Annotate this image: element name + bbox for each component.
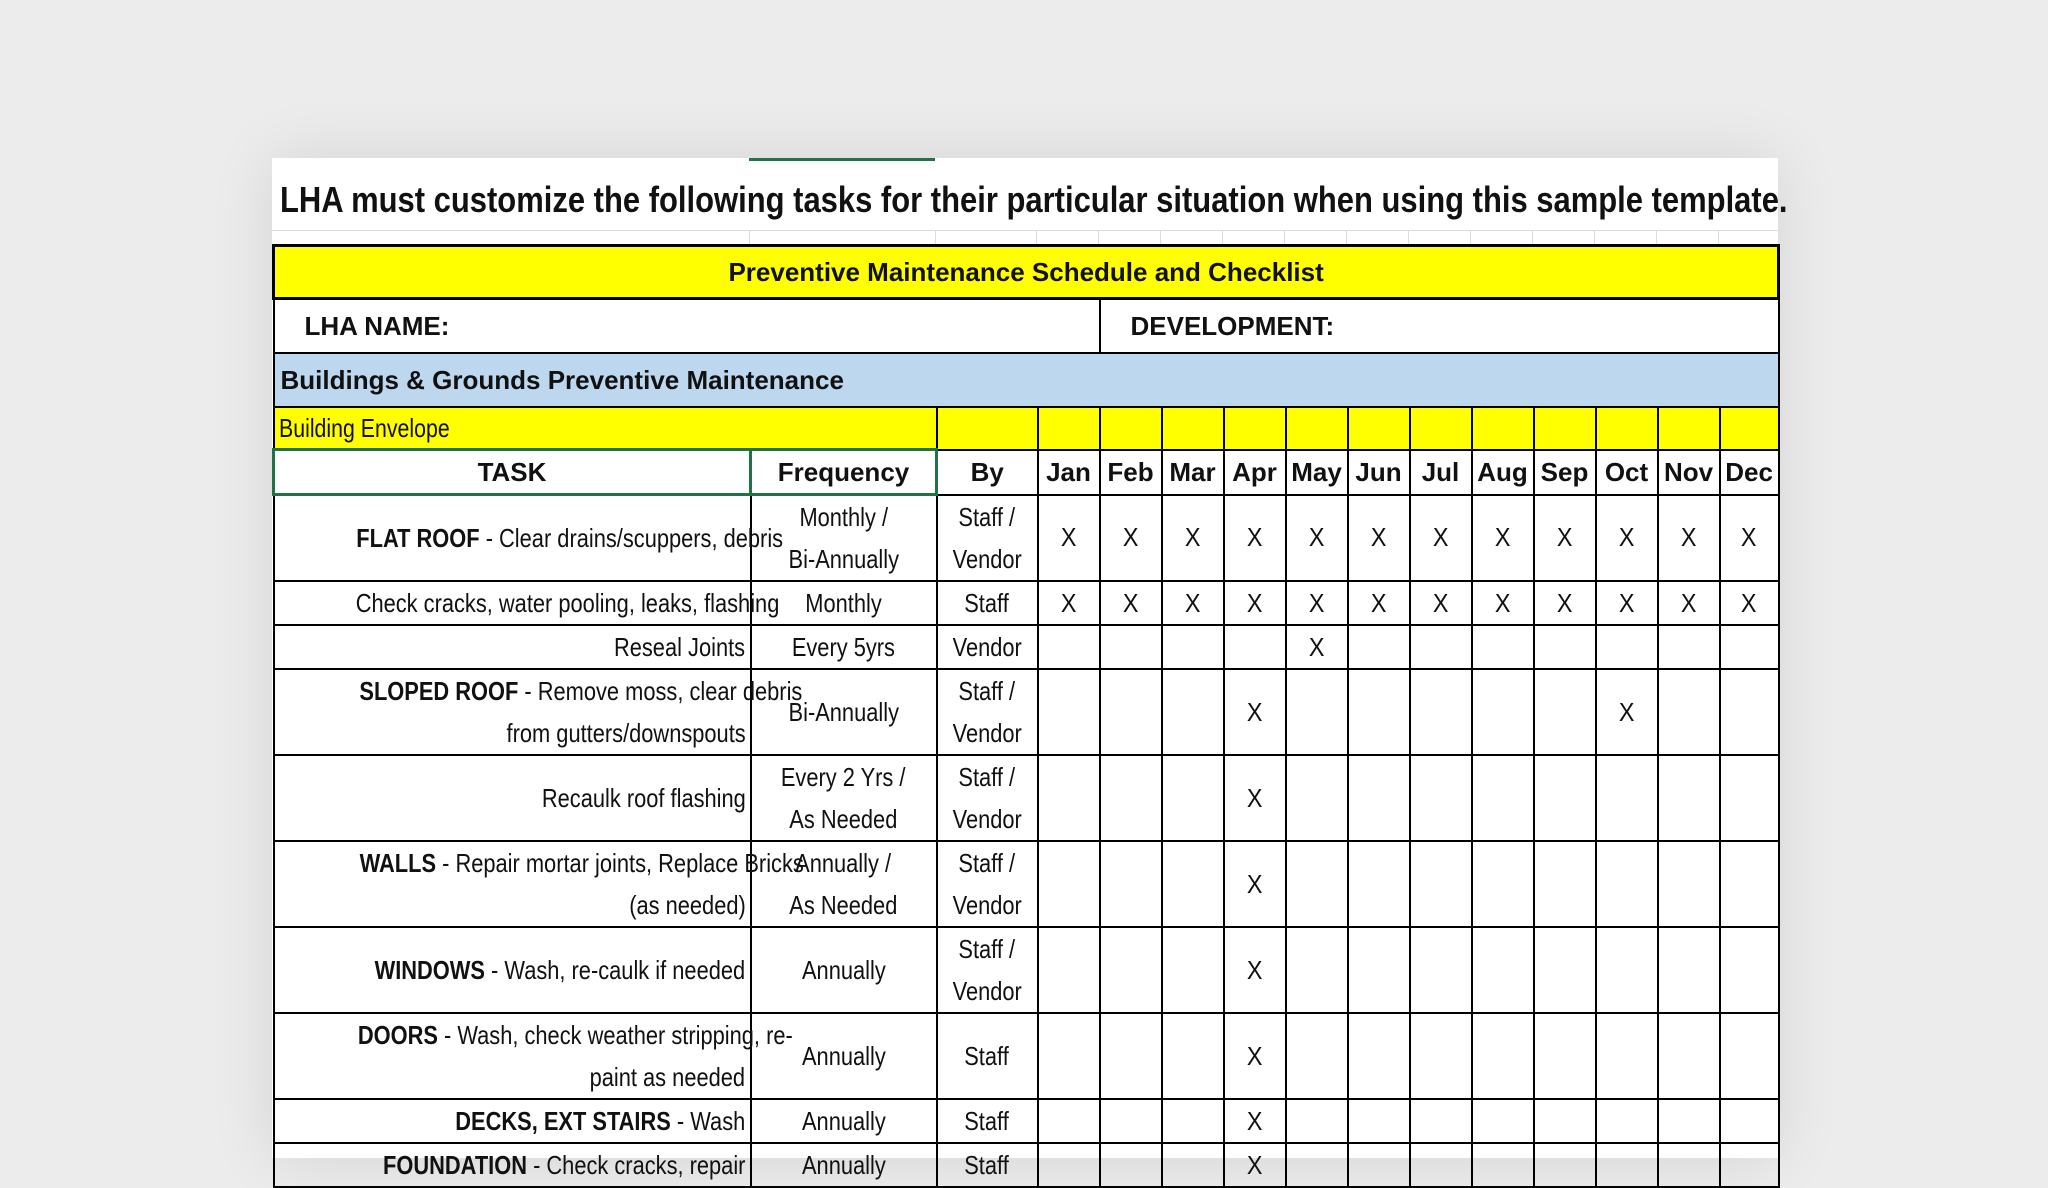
check-mark: X (1432, 587, 1449, 618)
frequency-value: Monthly / (799, 502, 888, 532)
check-mark: X (1308, 522, 1325, 553)
month-check-cell[interactable] (1534, 581, 1596, 625)
schedule-title[interactable]: Preventive Maintenance Schedule and Checklist (274, 246, 1779, 299)
by-value: Vendor (952, 804, 1022, 834)
frequency-value: Annually (801, 1041, 886, 1071)
check-mark: X (1246, 522, 1263, 553)
check-mark: X (1741, 522, 1757, 553)
by-value: Staff / (958, 848, 1016, 878)
subsection-label: Building Envelope (278, 412, 450, 443)
month-check-cell[interactable] (1286, 1013, 1348, 1099)
month-check-cell[interactable] (1658, 927, 1720, 1013)
task-text (275, 626, 746, 668)
task-name: DOORS (357, 1020, 438, 1050)
month-check-cell[interactable] (1286, 841, 1348, 927)
task-text (275, 1014, 793, 1056)
subsection-cell[interactable] (1286, 407, 1348, 450)
check-mark: X (1680, 522, 1697, 553)
month-header[interactable]: Dec (1720, 450, 1779, 495)
month-check-cell[interactable] (1348, 1143, 1410, 1187)
check-mark: X (1432, 522, 1449, 553)
month-check-cell[interactable] (1596, 625, 1658, 669)
subsection-cell[interactable] (1038, 407, 1100, 450)
task-text (275, 949, 746, 991)
frequency-value: Bi-Annually (788, 544, 899, 574)
month-check-cell[interactable] (1534, 1013, 1596, 1099)
table-row (274, 755, 1779, 841)
by-value: Vendor (952, 976, 1022, 1006)
by-value: Staff / (958, 762, 1016, 792)
month-check-cell[interactable] (1162, 841, 1224, 927)
task-text (275, 777, 746, 819)
month-check-cell[interactable] (1720, 841, 1779, 927)
task-cell[interactable] (274, 625, 751, 669)
task-description: - Remove moss, clear debris (517, 676, 802, 706)
task-text (275, 712, 746, 754)
month-check-cell[interactable] (1658, 625, 1720, 669)
lha-name-label[interactable]: LHA NAME: (274, 299, 1100, 354)
task-description: paint as needed (590, 1062, 746, 1092)
month-check-cell[interactable] (1286, 625, 1348, 669)
frequency-value: Annually (801, 1106, 886, 1136)
table-row (274, 669, 1779, 755)
month-check-cell[interactable] (1286, 1099, 1348, 1143)
frequency-cell[interactable] (751, 1099, 937, 1143)
task-header[interactable]: TASK (274, 450, 751, 495)
check-mark: X (1122, 587, 1139, 618)
task-cell[interactable] (274, 927, 751, 1013)
check-mark: X (1246, 1105, 1263, 1136)
month-check-cell[interactable] (1720, 755, 1779, 841)
task-cell[interactable] (274, 669, 802, 755)
month-check-cell[interactable] (1658, 495, 1720, 582)
month-check-cell[interactable] (1162, 581, 1224, 625)
by-cell[interactable] (937, 1099, 1038, 1143)
frequency-value: As Needed (789, 890, 898, 920)
month-header[interactable]: Oct (1596, 450, 1658, 495)
month-check-cell[interactable] (1224, 1143, 1286, 1187)
month-check-cell[interactable] (1162, 1143, 1224, 1187)
task-text (275, 670, 802, 712)
subsection-cell[interactable] (1596, 407, 1658, 450)
month-check-cell[interactable] (1286, 581, 1348, 625)
month-check-cell[interactable] (1658, 841, 1720, 927)
month-check-cell[interactable] (1286, 669, 1348, 755)
month-check-cell[interactable] (1410, 1143, 1472, 1187)
month-check-cell[interactable] (1720, 1099, 1779, 1143)
by-value: Staff / (958, 501, 1016, 532)
check-mark: X (1494, 522, 1511, 553)
frequency-header[interactable]: Frequency (751, 450, 937, 495)
month-check-cell[interactable] (1410, 755, 1472, 841)
check-mark: X (1060, 587, 1077, 618)
task-description: Recaulk roof flashing (541, 783, 746, 813)
month-check-cell[interactable] (1348, 581, 1410, 625)
task-line (614, 626, 745, 668)
task-description: from gutters/downspouts (506, 718, 746, 748)
check-mark: X (1246, 587, 1263, 618)
task-name: SLOPED ROOF (358, 676, 518, 706)
task-cell[interactable] (274, 1143, 751, 1187)
frequency-value: Annually / (795, 848, 892, 878)
subsection-cell[interactable] (1472, 407, 1534, 450)
table-row (274, 1143, 1779, 1187)
month-check-cell[interactable] (1596, 495, 1658, 582)
task-line (357, 1014, 792, 1056)
by-value: Staff / (958, 676, 1016, 706)
task-line (359, 842, 803, 884)
month-header[interactable]: Jun (1348, 450, 1410, 495)
subsection-cell[interactable] (1534, 407, 1596, 450)
task-text (275, 517, 783, 559)
frequency-value: As Needed (789, 804, 898, 834)
month-header[interactable]: Aug (1472, 450, 1534, 495)
task-text (275, 1100, 746, 1142)
by-value: Vendor (952, 632, 1022, 662)
month-check-cell[interactable] (1534, 495, 1596, 582)
by-value: Staff (964, 1150, 1010, 1180)
month-check-cell[interactable] (1224, 755, 1286, 841)
task-description: - Wash, re-caulk if needed (485, 955, 746, 985)
month-check-cell[interactable] (1596, 1013, 1658, 1099)
by-cell[interactable] (937, 669, 1038, 755)
task-text (275, 842, 804, 884)
check-mark: X (1741, 587, 1757, 618)
month-check-cell[interactable] (1038, 841, 1100, 927)
month-check-cell[interactable] (1410, 1013, 1472, 1099)
task-line (542, 777, 746, 819)
month-check-cell[interactable] (1534, 1143, 1596, 1187)
month-check-cell[interactable] (1596, 1099, 1658, 1143)
month-check-cell[interactable] (1410, 495, 1472, 582)
check-mark: X (1246, 1040, 1263, 1071)
month-check-cell[interactable] (1162, 1013, 1224, 1099)
month-check-cell[interactable] (1100, 841, 1162, 927)
frequency-cell[interactable] (751, 927, 937, 1013)
month-check-cell[interactable] (1534, 1099, 1596, 1143)
by-value: Staff (964, 588, 1010, 618)
frequency-cell[interactable] (751, 755, 937, 841)
task-description: - Clear drains/scuppers, debris (479, 523, 783, 553)
frequency-value: Annually (801, 1150, 886, 1180)
section-heading[interactable]: Buildings & Grounds Preventive Maintenance (274, 353, 1779, 407)
month-check-cell[interactable] (1534, 669, 1596, 755)
month-check-cell[interactable] (1348, 1099, 1410, 1143)
month-check-cell[interactable] (1720, 1013, 1779, 1099)
month-check-cell[interactable] (1038, 927, 1100, 1013)
month-check-cell[interactable] (1596, 755, 1658, 841)
table-row (274, 581, 1779, 625)
month-check-cell[interactable] (1224, 841, 1286, 927)
month-check-cell[interactable] (1348, 1013, 1410, 1099)
month-check-cell[interactable] (1534, 841, 1596, 927)
check-mark: X (1494, 587, 1511, 618)
check-mark: X (1246, 696, 1263, 727)
month-check-cell[interactable] (1038, 495, 1100, 582)
by-value: Vendor (952, 543, 1022, 574)
by-value: Vendor (952, 718, 1022, 748)
month-check-cell[interactable] (1038, 625, 1100, 669)
month-check-cell[interactable] (1596, 1143, 1658, 1187)
subsection-cell[interactable] (937, 407, 1038, 450)
month-check-cell[interactable] (1100, 495, 1162, 582)
month-check-cell[interactable] (1348, 841, 1410, 927)
task-line (359, 670, 802, 712)
month-check-cell[interactable] (1224, 1013, 1286, 1099)
month-check-cell[interactable] (1038, 1013, 1100, 1099)
month-check-cell[interactable] (1410, 581, 1472, 625)
month-check-cell[interactable] (1286, 755, 1348, 841)
table-row (274, 1099, 1779, 1143)
month-check-cell[interactable] (1596, 841, 1658, 927)
task-line (455, 1100, 745, 1142)
month-check-cell[interactable] (1472, 841, 1534, 927)
month-header[interactable]: Sep (1534, 450, 1596, 495)
by-cell[interactable] (937, 625, 1038, 669)
month-check-cell[interactable] (1348, 755, 1410, 841)
month-check-cell[interactable] (1038, 1099, 1100, 1143)
check-mark: X (1246, 954, 1263, 985)
by-value: Staff / (958, 934, 1016, 964)
month-check-cell[interactable] (1038, 581, 1100, 625)
by-cell[interactable] (937, 1143, 1038, 1187)
month-check-cell[interactable] (1410, 669, 1472, 755)
month-check-cell[interactable] (1410, 625, 1472, 669)
task-description: Check cracks, water pooling, leaks, flashing (355, 588, 779, 618)
month-check-cell[interactable] (1658, 1099, 1720, 1143)
month-check-cell[interactable] (1720, 927, 1779, 1013)
month-check-cell[interactable] (1286, 495, 1348, 582)
by-value: Vendor (952, 890, 1022, 920)
frequency-value: Every 5yrs (791, 632, 896, 662)
check-mark: X (1122, 522, 1139, 553)
month-check-cell[interactable] (1038, 755, 1100, 841)
frequency-value: Every 2 Yrs / (781, 762, 906, 792)
month-check-cell[interactable] (1100, 1143, 1162, 1187)
month-check-cell[interactable] (1472, 755, 1534, 841)
subsection-cell[interactable] (1100, 407, 1162, 450)
month-check-cell[interactable] (1162, 669, 1224, 755)
task-text (275, 1056, 746, 1098)
task-description: - Wash (671, 1106, 746, 1136)
month-header[interactable]: Apr (1224, 450, 1286, 495)
subsection-cell[interactable] (1348, 407, 1410, 450)
check-mark: X (1618, 522, 1635, 553)
check-mark: X (1370, 587, 1387, 618)
month-check-cell[interactable] (1224, 495, 1286, 582)
month-check-cell[interactable] (1348, 669, 1410, 755)
month-check-cell[interactable] (1100, 669, 1162, 755)
month-check-cell[interactable] (1472, 1013, 1534, 1099)
month-check-cell[interactable] (1224, 669, 1286, 755)
subsection-cell[interactable] (1720, 407, 1779, 450)
month-check-cell[interactable] (1100, 927, 1162, 1013)
month-header[interactable]: Feb (1100, 450, 1162, 495)
subsection-cell[interactable] (1410, 407, 1472, 450)
by-value: Staff (964, 1106, 1010, 1136)
task-cell[interactable] (274, 1013, 793, 1099)
month-check-cell[interactable] (1658, 669, 1720, 755)
check-mark: X (1618, 696, 1635, 727)
month-check-cell[interactable] (1100, 581, 1162, 625)
month-check-cell[interactable] (1162, 755, 1224, 841)
frequency-value: Annually (801, 955, 886, 985)
task-text (275, 1144, 746, 1186)
check-mark: X (1184, 522, 1201, 553)
task-line (383, 1144, 745, 1186)
month-check-cell[interactable] (1534, 927, 1596, 1013)
task-description: - Repair mortar joints, Replace Bricks (435, 848, 804, 878)
by-header[interactable]: By (937, 450, 1038, 495)
task-cell[interactable] (274, 495, 783, 582)
month-check-cell[interactable] (1348, 625, 1410, 669)
table-row (274, 1013, 1779, 1099)
table-row (274, 495, 1779, 582)
subsection-heading[interactable] (274, 407, 937, 450)
customize-notice: LHA must customize the following tasks for their particular situation when using this sample template. (280, 179, 1788, 220)
month-check-cell[interactable] (1658, 581, 1720, 625)
month-check-cell[interactable] (1162, 495, 1224, 582)
month-check-cell[interactable] (1224, 1099, 1286, 1143)
month-check-cell[interactable] (1534, 755, 1596, 841)
month-header[interactable]: Nov (1658, 450, 1720, 495)
month-check-cell[interactable] (1224, 927, 1286, 1013)
month-check-cell[interactable] (1472, 581, 1534, 625)
by-cell[interactable] (937, 841, 1038, 927)
month-check-cell[interactable] (1658, 755, 1720, 841)
check-mark: X (1370, 522, 1387, 553)
task-name: DECKS, EXT STAIRS (455, 1106, 672, 1136)
check-mark: X (1680, 587, 1697, 618)
check-mark: X (1184, 587, 1201, 618)
month-check-cell[interactable] (1720, 625, 1779, 669)
check-mark: X (1556, 587, 1573, 618)
check-mark: X (1308, 631, 1325, 662)
task-cell[interactable] (274, 841, 804, 927)
check-mark: X (1618, 587, 1635, 618)
month-check-cell[interactable] (1286, 927, 1348, 1013)
month-check-cell[interactable] (1162, 1099, 1224, 1143)
task-name: FLAT ROOF (355, 523, 480, 553)
month-check-cell[interactable] (1348, 927, 1410, 1013)
month-check-cell[interactable] (1224, 581, 1286, 625)
task-text (275, 884, 746, 926)
maintenance-table (272, 244, 1780, 1188)
month-check-cell[interactable] (1596, 927, 1658, 1013)
frequency-cell[interactable] (751, 625, 937, 669)
month-check-cell[interactable] (1224, 625, 1286, 669)
month-check-cell[interactable] (1038, 1143, 1100, 1187)
month-header[interactable]: Jul (1410, 450, 1472, 495)
column-selection-marker (749, 158, 935, 161)
subsection-cell[interactable] (1224, 407, 1286, 450)
task-cell[interactable] (274, 1099, 751, 1143)
check-mark: X (1308, 587, 1325, 618)
month-header[interactable]: Jan (1038, 450, 1100, 495)
month-check-cell[interactable] (1472, 625, 1534, 669)
subsection-cell[interactable] (1162, 407, 1224, 450)
task-line (375, 949, 746, 991)
month-check-cell[interactable] (1720, 669, 1779, 755)
month-check-cell[interactable] (1720, 581, 1779, 625)
month-check-cell[interactable] (1100, 625, 1162, 669)
development-label[interactable]: DEVELOPMENT: (1100, 299, 1779, 354)
table-row (274, 841, 1779, 927)
frequency-value: Bi-Annually (788, 697, 899, 727)
month-check-cell[interactable] (1658, 1143, 1720, 1187)
month-check-cell[interactable] (1596, 581, 1658, 625)
task-text (275, 582, 779, 624)
month-check-cell[interactable] (1162, 625, 1224, 669)
month-check-cell[interactable] (1100, 755, 1162, 841)
by-value: Staff (964, 1041, 1010, 1071)
by-cell[interactable] (937, 1013, 1038, 1099)
month-check-cell[interactable] (1658, 1013, 1720, 1099)
table-row (274, 927, 1779, 1013)
task-cell[interactable] (274, 581, 779, 625)
check-mark: X (1556, 522, 1573, 553)
subsection-cell[interactable] (1658, 407, 1720, 450)
month-header[interactable]: Mar (1162, 450, 1224, 495)
month-check-cell[interactable] (1472, 927, 1534, 1013)
task-description: - Wash, check weather stripping, re- (437, 1020, 793, 1050)
by-cell[interactable] (937, 581, 1038, 625)
month-check-cell[interactable] (1472, 495, 1534, 582)
month-check-cell[interactable] (1038, 669, 1100, 755)
month-check-cell[interactable] (1472, 1143, 1534, 1187)
frequency-value: Monthly (805, 588, 882, 618)
task-cell[interactable] (274, 755, 751, 841)
month-header[interactable]: May (1286, 450, 1348, 495)
task-name: WINDOWS (374, 955, 486, 985)
check-mark: X (1060, 522, 1077, 553)
frequency-cell[interactable] (751, 1143, 937, 1187)
check-mark: X (1246, 1149, 1263, 1180)
task-name: WALLS (359, 848, 436, 878)
month-check-cell[interactable] (1410, 1099, 1472, 1143)
month-check-cell[interactable] (1410, 927, 1472, 1013)
task-description: (as needed) (628, 890, 746, 920)
task-line (356, 517, 783, 559)
table-row (274, 625, 1779, 669)
task-line (355, 582, 779, 624)
month-check-cell[interactable] (1410, 841, 1472, 927)
task-name: FOUNDATION (383, 1150, 528, 1180)
month-check-cell[interactable] (1720, 1143, 1779, 1187)
month-check-cell[interactable] (1472, 1099, 1534, 1143)
month-check-cell[interactable] (1286, 1143, 1348, 1187)
month-check-cell[interactable] (1596, 669, 1658, 755)
task-description: Reseal Joints (614, 632, 746, 662)
task-description: - Check cracks, repair (527, 1150, 746, 1180)
month-check-cell[interactable] (1100, 1099, 1162, 1143)
month-check-cell[interactable] (1348, 495, 1410, 582)
by-cell[interactable] (937, 755, 1038, 841)
month-check-cell[interactable] (1100, 1013, 1162, 1099)
month-check-cell[interactable] (1162, 927, 1224, 1013)
month-check-cell[interactable] (1720, 495, 1779, 582)
month-check-cell[interactable] (1534, 625, 1596, 669)
by-cell[interactable] (937, 927, 1038, 1013)
check-mark: X (1246, 782, 1263, 813)
by-cell[interactable] (937, 495, 1038, 582)
month-check-cell[interactable] (1472, 669, 1534, 755)
check-mark: X (1246, 868, 1263, 899)
spreadsheet (272, 158, 1788, 1180)
